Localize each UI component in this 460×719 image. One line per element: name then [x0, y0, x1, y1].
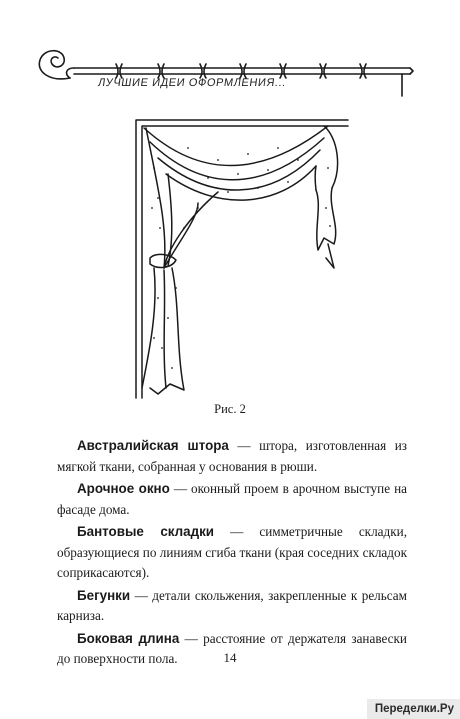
glossary-term: Бегунки [77, 587, 131, 603]
glossary-term: Арочное окно [77, 481, 170, 496]
glossary-term: Боковая длина [77, 630, 180, 646]
running-header-title: ЛУЧШИЕ ИДЕИ ОФОРМЛЕНИЯ... [97, 77, 287, 89]
curtain-rod-icon [30, 38, 415, 100]
glossary-definition: — расстояние от держателя занавески до поверхности пола. [57, 630, 407, 666]
glossary-definition: — детали скольжения, закрепленные к рельсам карниза. [57, 587, 407, 623]
site-watermark: Переделки.Ру [367, 699, 460, 719]
glossary-entry [57, 436, 407, 477]
glossary-definition: — оконный проем в арочном выступе на фасаде дома. [57, 481, 407, 517]
glossary-definition: — штора, изготовленная из мягкой ткани, собранная у основания в рюши. [57, 438, 407, 474]
page-number: 14 [223, 650, 237, 665]
glossary-definition: — симметричные складки, образующиеся по линиям сгиба ткани (края соседних складок соприкасаются). [57, 524, 407, 580]
figure-caption: Рис. 2 [214, 402, 246, 416]
glossary-entry [57, 522, 407, 584]
glossary-entry [57, 479, 407, 520]
glossary-term: Бантовые складки [77, 524, 215, 539]
glossary-entry [57, 586, 407, 627]
glossary-term: Австралийская штора [77, 438, 229, 453]
glossary-list [57, 436, 407, 672]
curtain-illustration [128, 108, 360, 400]
